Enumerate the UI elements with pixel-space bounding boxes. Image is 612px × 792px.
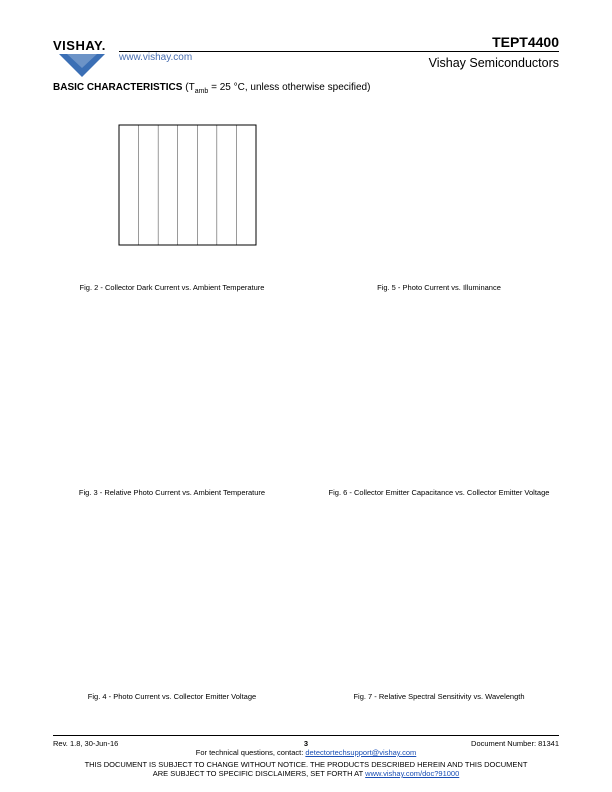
revision: Rev. 1.8, 30-Jun-16: [53, 739, 119, 748]
fig5-caption: Fig. 5 - Photo Current vs. Illuminance: [377, 283, 501, 292]
fig2-caption: Fig. 2 - Collector Dark Current vs. Ambient Temperature: [79, 283, 265, 292]
section-heading: BASIC CHARACTERISTICS: [53, 82, 183, 93]
page-number: 3: [303, 739, 309, 748]
company-name: Vishay Semiconductors: [428, 56, 559, 70]
fig6-caption: Fig. 6 - Collector Emitter Capacitance vs. Collector Emitter Voltage: [328, 488, 550, 497]
footer-rule: [53, 735, 559, 736]
fig2-chart: [119, 125, 256, 245]
part-number: TEPT4400: [492, 34, 559, 50]
website-link[interactable]: www.vishay.com: [119, 52, 193, 63]
disclaimer-line2: ARE SUBJECT TO SPECIFIC DISCLAIMERS, SET FORTH AT www.vishay.com/doc?91000: [152, 769, 460, 778]
logo-text: VISHAY.: [53, 40, 106, 53]
fig3-caption: Fig. 3 - Relative Photo Current vs. Ambient Temperature: [78, 488, 266, 497]
tech-email-link[interactable]: detectortechsupport@vishay.com: [305, 748, 417, 757]
fig7-caption: Fig. 7 - Relative Spectral Sensitivity vs. Wavelength: [353, 692, 525, 701]
document-number: Document Number: 81341: [471, 739, 559, 748]
fig2-plot-frame: [119, 125, 256, 245]
section-title: BASIC CHARACTERISTICS ($T_{amb} = 25$ °C, unless otherwise specified): [53, 82, 371, 95]
disclaimer-link[interactable]: www.vishay.com/doc?91000: [365, 769, 460, 778]
tech-questions: For technical questions, contact: detectortechsupport@vishay.com: [195, 748, 417, 757]
disclaimer-line1: THIS DOCUMENT IS SUBJECT TO CHANGE WITHOUT NOTICE. THE PRODUCTS DESCRIBED HEREIN AND THIS DOCUMENT: [84, 760, 528, 769]
fig4-caption: Fig. 4 - Photo Current vs. Collector Emitter Voltage: [87, 692, 257, 701]
